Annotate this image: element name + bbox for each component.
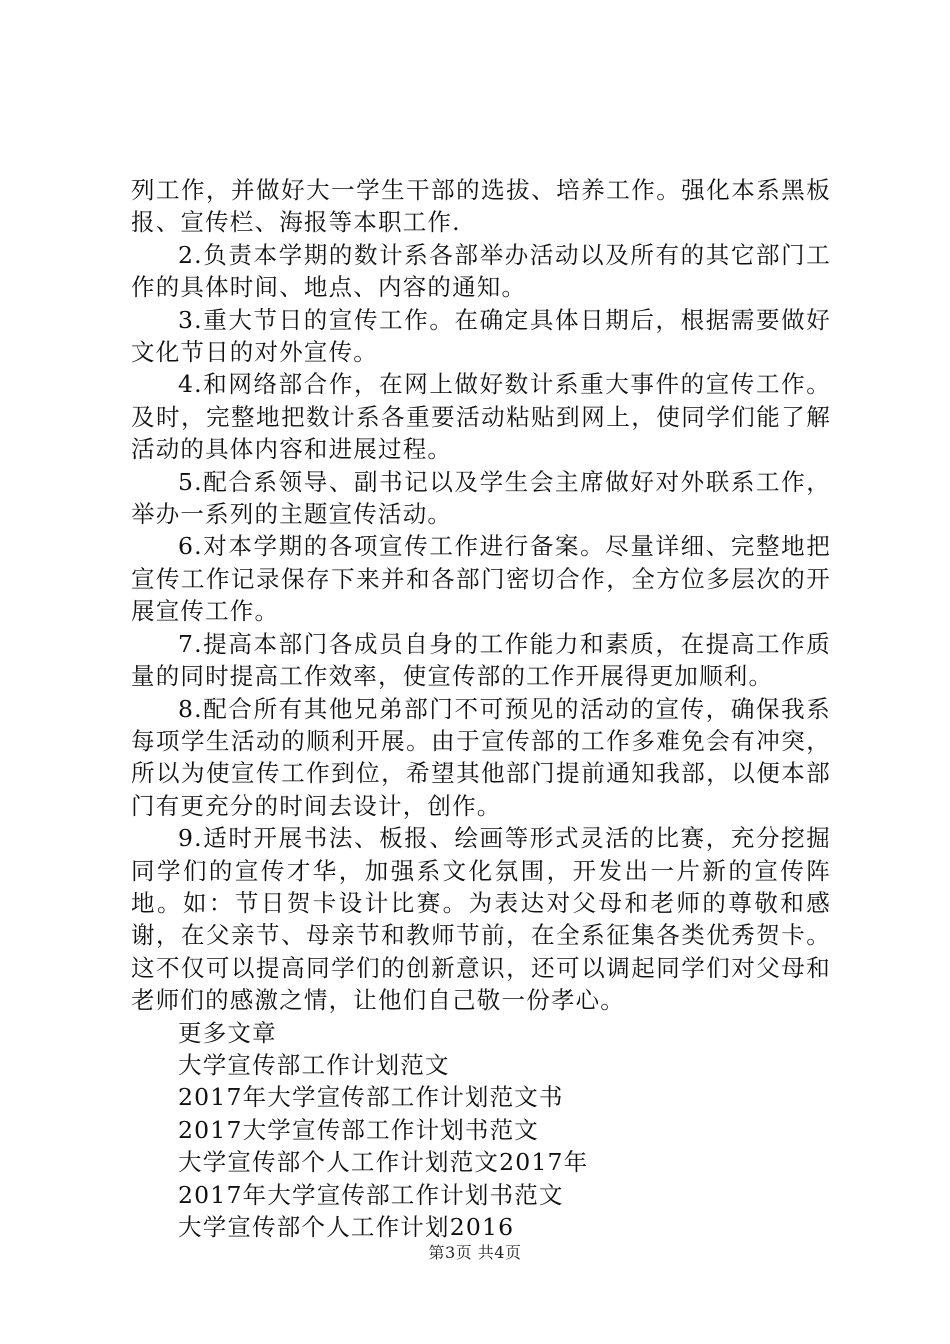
paragraph-continuation: 列工作，并做好大一学生干部的选拔、培养工作。强化本系黑板报、宣传栏、海报等本职工作. <box>131 176 831 237</box>
more-article-link[interactable]: 大学宣传部个人工作计划范文2017年 <box>178 1148 589 1177</box>
paragraph-item-4: 4.和网络部合作，在网上做好数计系重大事件的宣传工作。及时，完整地把数计系各重要活动粘贴到网上，使同学们能了解活动的具体内容和进展过程。 <box>131 370 831 464</box>
page-footer <box>0 1243 950 1263</box>
more-article-link[interactable]: 2017年大学宣传部工作计划书范文 <box>178 1180 564 1209</box>
more-article-link[interactable]: 大学宣传部工作计划范文 <box>178 1050 450 1079</box>
document-body <box>131 174 831 1243</box>
more-articles-heading: 更多文章 <box>178 1018 277 1047</box>
more-article-link[interactable]: 2017大学宣传部工作计划书范文 <box>178 1115 540 1144</box>
paragraph-item-8: 8.配合所有其他兄弟部门不可预见的活动的宣传，确保我系每项学生活动的顺利开展。由于宣传部的工作多难免会有冲突，所以为使宣传工作到位，希望其他部门提前通知我部，以便本部门有更充分的时间去设计，创作。 <box>131 694 831 820</box>
more-article-link[interactable]: 2017年大学宣传部工作计划范文书 <box>178 1083 564 1112</box>
paragraph-item-7: 7.提高本部门各成员自身的工作能力和素质，在提高工作质量的同时提高工作效率，使宣传部的工作开展得更加顺利。 <box>131 629 831 691</box>
page-number: 第3页 共4页 <box>428 1243 522 1262</box>
paragraph-item-3: 3.重大节日的宣传工作。在确定具体日期后，根据需要做好文化节日的对外宣传。 <box>131 305 831 367</box>
paragraph-item-6: 6.对本学期的各项宣传工作进行备案。尽量详细、完整地把宣传工作记录保存下来并和各部门密切合作，全方位多层次的开展宣传工作。 <box>131 532 831 626</box>
paragraph-item-2: 2.负责本学期的数计系各部举办活动以及所有的其它部门工作的具体时间、地点、内容的通知。 <box>131 240 831 302</box>
more-articles-list <box>131 1049 831 1243</box>
paragraph-item-9: 9.适时开展书法、板报、绘画等形式灵活的比赛，充分挖掘同学们的宣传才华，加强系文化氛围，开发出一片新的宣传阵地。如：节日贺卡设计比赛。为表达对父母和老师的尊敬和感谢，在父亲节、母亲节和教师节前，在全系征集各类优秀贺卡。这不仅可以提高同学们的创新意识，还可以调起同学们对父母和老师们的感激之情，让他们自己敬一份孝心。 <box>131 824 831 1015</box>
paragraph-item-5: 5.配合系领导、副书记以及学生会主席做好对外联系工作，举办一系列的主题宣传活动。 <box>131 467 831 529</box>
more-article-link[interactable]: 大学宣传部个人工作计划2016 <box>178 1213 515 1241</box>
